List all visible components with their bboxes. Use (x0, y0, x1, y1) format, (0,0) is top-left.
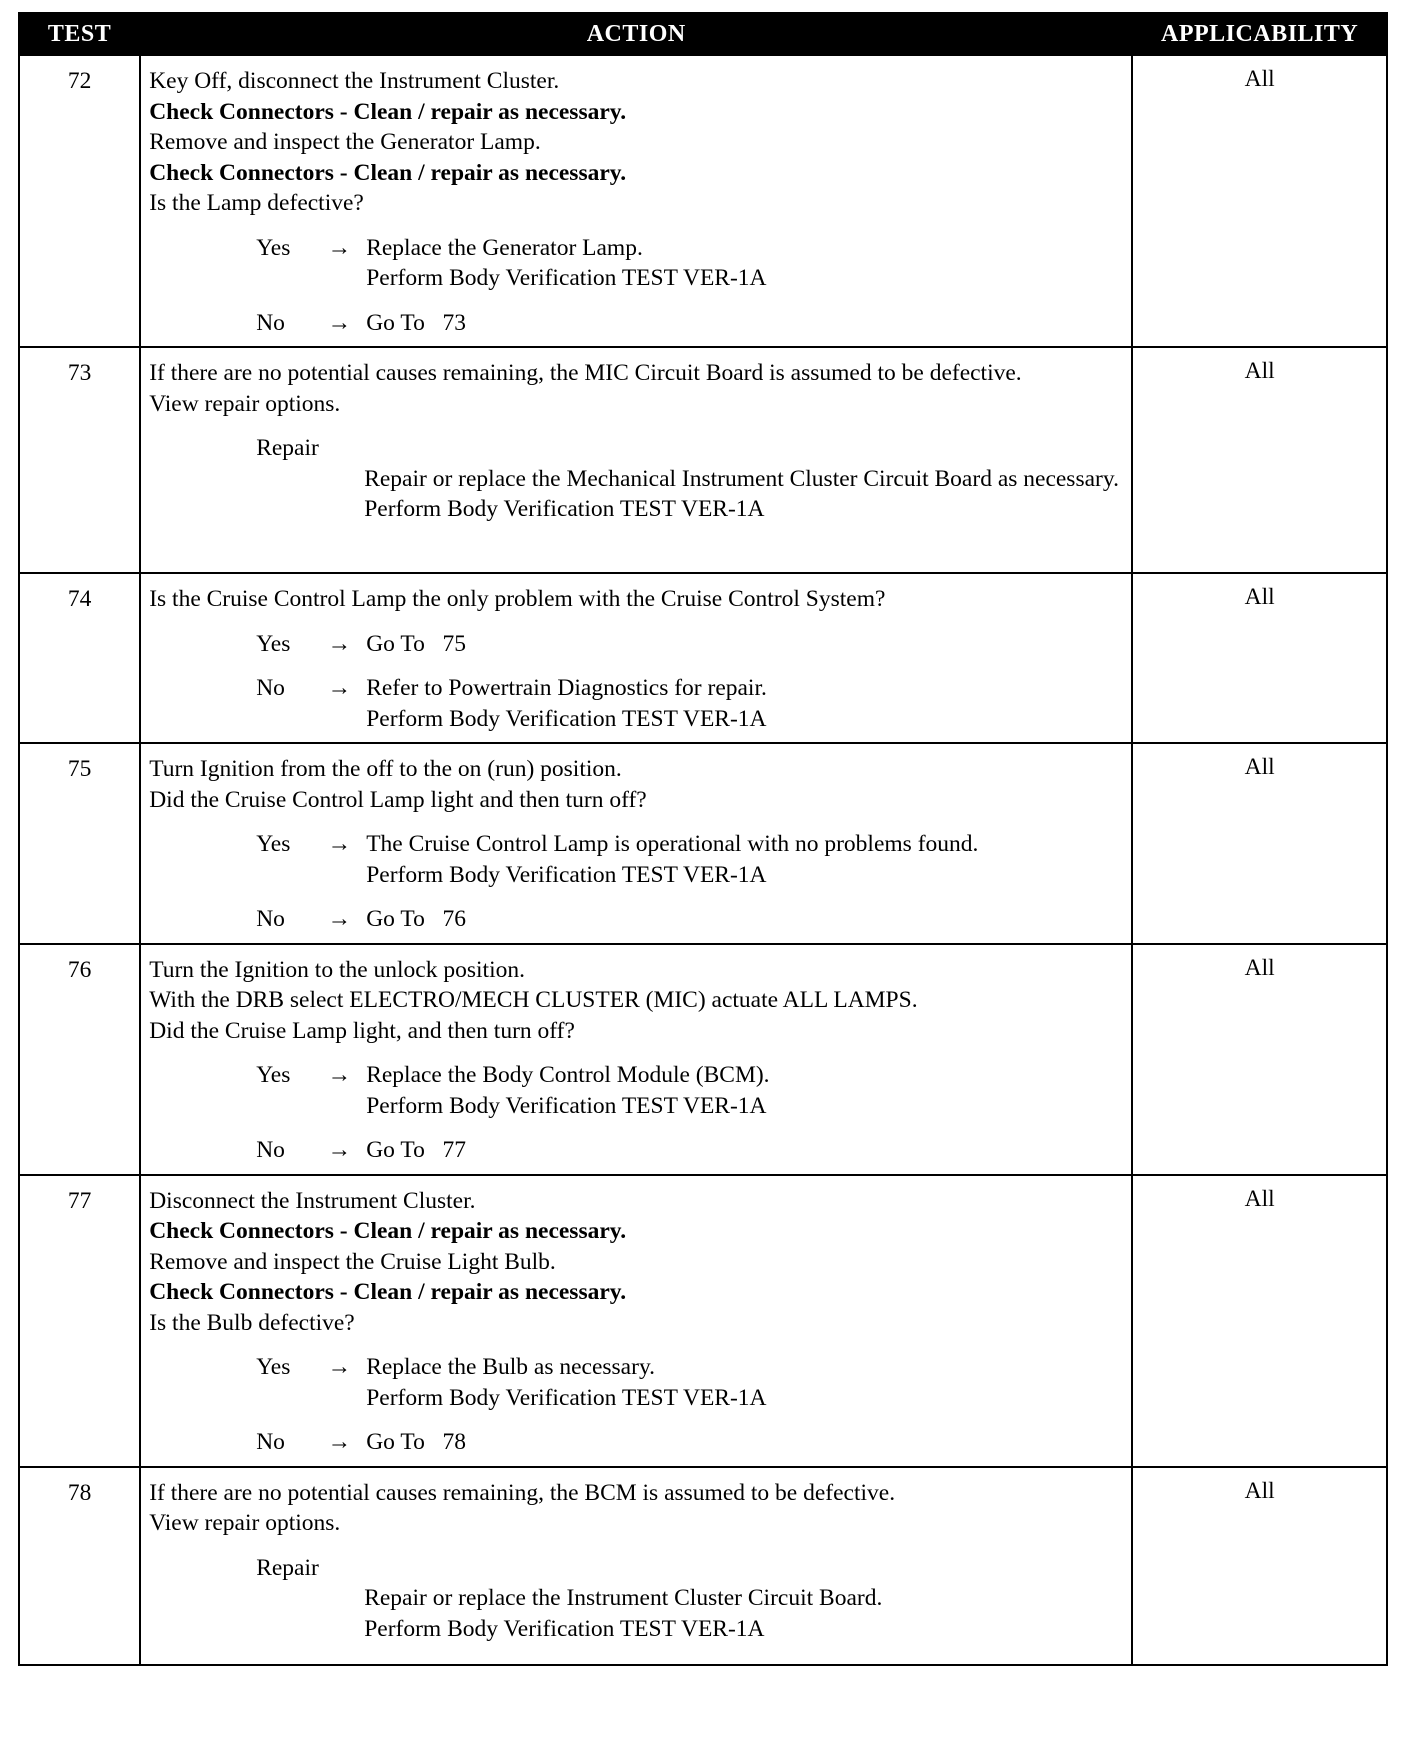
repair-text: Repair or replace the Mechanical Instrument Cluster Circuit Board as necessary. (364, 465, 1119, 492)
test-number: 74 (19, 573, 140, 743)
arrow-icon: → (327, 1429, 351, 1455)
action-cell (140, 1467, 1132, 1665)
action-question: Is the Bulb defective? (149, 1309, 355, 1336)
applicability-cell: All (1132, 1467, 1387, 1665)
action-line: Remove and inspect the Generator Lamp. (149, 129, 541, 155)
action-line-bold: Check Connectors - Clean / repair as necessary. (149, 1279, 627, 1305)
no-label: No (256, 1429, 285, 1455)
applicability-cell: All (1132, 347, 1387, 573)
yes-response (256, 233, 1125, 294)
arrow-icon: → (327, 309, 351, 336)
action-line: Key Off, disconnect the Instrument Cluster. (149, 68, 560, 94)
yes-label: Yes (256, 234, 291, 261)
no-response (256, 1135, 1125, 1166)
header-applicability: APPLICABILITY (1132, 13, 1387, 55)
repair-verify: Perform Body Verification TEST VER-1A (364, 1615, 765, 1642)
result-line: Replace the Body Control Module (BCM). (366, 1062, 770, 1088)
arrow-icon: → (327, 1062, 351, 1088)
test-row-72 (19, 55, 1387, 347)
yes-label: Yes (256, 1062, 291, 1088)
applicability-cell: All (1132, 944, 1387, 1175)
no-response (256, 308, 1125, 339)
yes-label: Yes (256, 630, 291, 657)
no-result (366, 308, 1125, 339)
table-header-row (19, 13, 1387, 55)
action-cell (140, 743, 1132, 944)
test-row-78 (19, 1467, 1387, 1665)
result-line: Go To 76 (366, 906, 466, 932)
yes-response (256, 629, 1125, 660)
action-line: Disconnect the Instrument Cluster. (149, 1187, 476, 1214)
diagnostic-table-sheet (18, 12, 1388, 1666)
yes-label: Yes (256, 831, 291, 857)
action-paragraph: If there are no potential causes remaining, the MIC Circuit Board is assumed to be defective. (149, 360, 1022, 386)
applicability-cell: All (1132, 743, 1387, 944)
action-cell (140, 944, 1132, 1175)
yes-response (256, 829, 1125, 890)
no-response (256, 1427, 1125, 1458)
result-line: Perform Body Verification TEST VER-1A (366, 265, 767, 291)
action-line: View repair options. (149, 1510, 341, 1536)
repair-text: Repair or replace the Instrument Cluster Circuit Board. (364, 1585, 883, 1611)
applicability-cell: All (1132, 1175, 1387, 1467)
yes-response (256, 1352, 1125, 1413)
result-line: Go To 75 (366, 630, 466, 657)
test-number: 75 (19, 743, 140, 944)
no-result (366, 904, 1125, 935)
arrow-icon: → (327, 906, 351, 932)
header-test: TEST (19, 13, 140, 55)
action-line: Remove and inspect the Cruise Light Bulb. (149, 1248, 556, 1275)
no-response (256, 673, 1125, 734)
no-result (366, 673, 1125, 734)
result-line: The Cruise Control Lamp is operational with no problems found. (366, 831, 979, 857)
no-label: No (256, 309, 285, 336)
arrow-icon: → (327, 1354, 351, 1380)
test-number: 78 (19, 1467, 140, 1665)
action-line: Turn the Ignition to the unlock position. (149, 956, 525, 983)
arrow-icon: → (327, 1137, 351, 1163)
result-line: Perform Body Verification TEST VER-1A (366, 705, 767, 732)
result-line: Go To 73 (366, 309, 466, 336)
action-line-bold: Check Connectors - Clean / repair as necessary. (149, 98, 627, 125)
result-line: Replace the Bulb as necessary. (366, 1354, 656, 1380)
test-number: 77 (19, 1175, 140, 1467)
no-result (366, 1135, 1125, 1166)
yes-result (366, 629, 1125, 660)
action-question: Did the Cruise Control Lamp light and then turn off? (149, 786, 647, 813)
test-number: 76 (19, 944, 140, 1175)
test-number: 72 (19, 55, 140, 347)
result-line: Go To 77 (366, 1137, 466, 1163)
action-cell (140, 55, 1132, 347)
no-label: No (256, 675, 285, 701)
applicability-cell: All (1132, 573, 1387, 743)
test-number: 73 (19, 347, 140, 573)
result-line: Go To 78 (366, 1429, 466, 1455)
repair-verify: Perform Body Verification TEST VER-1A (364, 496, 765, 522)
result-line: Perform Body Verification TEST VER-1A (366, 1384, 767, 1411)
action-line-bold: Check Connectors - Clean / repair as necessary. (149, 1218, 627, 1244)
test-row-73 (19, 347, 1387, 573)
test-row-74 (19, 573, 1387, 743)
action-line: View repair options. (149, 390, 341, 417)
header-action: ACTION (140, 13, 1132, 55)
action-cell (140, 573, 1132, 743)
test-row-76 (19, 944, 1387, 1175)
arrow-icon: → (327, 675, 351, 701)
yes-result (366, 1060, 1125, 1121)
action-cell (140, 1175, 1132, 1467)
no-result (366, 1427, 1125, 1458)
result-line: Perform Body Verification TEST VER-1A (366, 1092, 767, 1119)
yes-result (366, 829, 1125, 890)
result-line: Perform Body Verification TEST VER-1A (366, 861, 767, 888)
no-label: No (256, 1137, 285, 1163)
action-line-bold: Check Connectors - Clean / repair as necessary. (149, 159, 627, 186)
yes-response (256, 1060, 1125, 1121)
no-response (256, 904, 1125, 935)
applicability-cell: All (1132, 55, 1387, 347)
repair-label: Repair (256, 435, 319, 461)
action-cell (140, 347, 1132, 573)
test-row-75 (19, 743, 1387, 944)
arrow-icon: → (327, 234, 351, 261)
action-question: Is the Lamp defective? (149, 190, 364, 216)
action-question: Is the Cruise Control Lamp the only problem with the Cruise Control System? (149, 586, 886, 612)
diagnostic-table (18, 12, 1388, 1666)
no-label: No (256, 906, 285, 932)
action-paragraph: If there are no potential causes remaining, the BCM is assumed to be defective. (149, 1479, 896, 1506)
arrow-icon: → (327, 831, 351, 857)
arrow-icon: → (327, 630, 351, 657)
result-line: Replace the Generator Lamp. (366, 234, 643, 261)
repair-label: Repair (256, 1554, 319, 1581)
test-row-77 (19, 1175, 1387, 1467)
yes-label: Yes (256, 1354, 291, 1380)
yes-result (366, 1352, 1125, 1413)
result-line: Refer to Powertrain Diagnostics for repair. (366, 675, 767, 701)
action-line: Turn Ignition from the off to the on (run) position. (149, 756, 622, 782)
yes-result (366, 233, 1125, 294)
action-question: Did the Cruise Lamp light, and then turn off? (149, 1017, 575, 1044)
action-line: With the DRB select ELECTRO/MECH CLUSTER (MIC) actuate ALL LAMPS. (149, 987, 918, 1013)
